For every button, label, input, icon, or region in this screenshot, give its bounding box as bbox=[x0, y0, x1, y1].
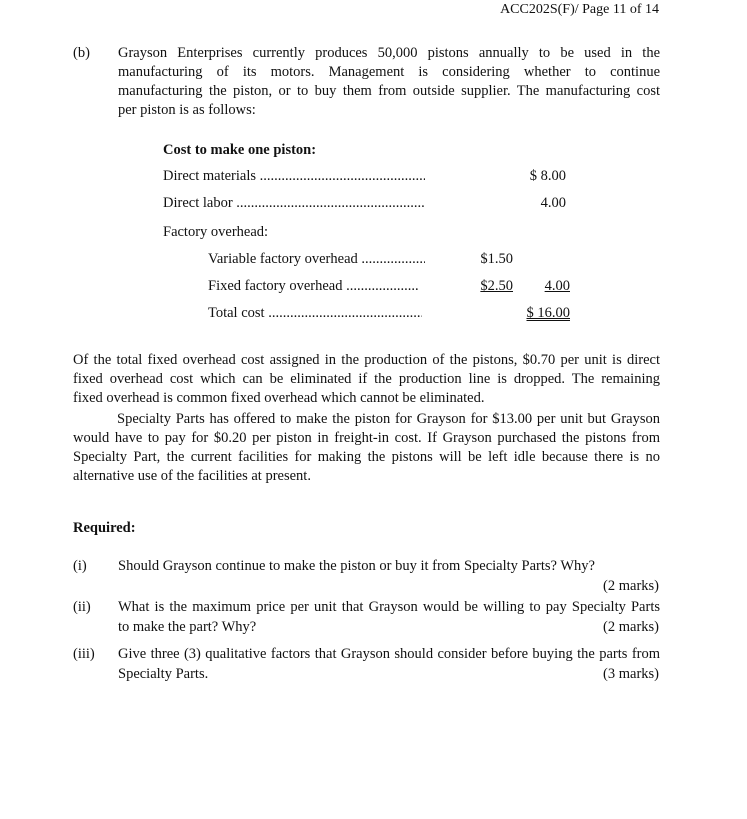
variable-overhead-label: Variable factory overhead ..... bbox=[208, 250, 425, 269]
text-line: Specialty Part, the current facilities for making the pistons will be left idle because there is no bbox=[73, 449, 660, 465]
text-line: fixed overhead is common fixed overhead which cannot be eliminated. bbox=[73, 390, 485, 406]
intro-paragraph bbox=[118, 44, 660, 120]
text-line: Grayson Enterprises currently produces 50,000 pistons annually to be used in the bbox=[118, 45, 660, 61]
overhead-subtotal-value: 4.00 bbox=[544, 278, 570, 294]
required-item-marks: (2 marks) bbox=[603, 619, 659, 635]
factory-overhead-label: Factory overhead: bbox=[163, 224, 269, 240]
question-label: (b) bbox=[73, 45, 90, 61]
text-line: Specialty Parts has offered to make the piston for Grayson for $13.00 per unit but Grayson bbox=[117, 411, 660, 427]
required-item-marks: (2 marks) bbox=[603, 578, 659, 594]
required-item-text: Should Grayson continue to make the piston or buy it from Specialty Parts? Why? bbox=[118, 558, 595, 574]
total-cost-label: Total cost ..... bbox=[208, 304, 422, 323]
page-header: ACC202S(F)/ Page 11 of 14 bbox=[500, 2, 659, 17]
text-line: per piston is as follows: bbox=[118, 102, 256, 118]
required-item-number: (ii) bbox=[73, 599, 91, 615]
text-line: would have to pay for $0.20 per piston in freight-in cost. If Grayson purchased the pistons from bbox=[73, 430, 660, 446]
variable-overhead-value: $1.50 bbox=[480, 251, 513, 267]
total-cost-value: $ 16.00 bbox=[526, 305, 570, 321]
fixed-overhead-value: $2.50 bbox=[480, 278, 513, 294]
text-line: Of the total fixed overhead cost assigned in the production of the pistons, $0.70 per unit is direct bbox=[73, 352, 660, 368]
text-line: manufacturing of its motors. Management is considering whether to continue bbox=[118, 64, 660, 80]
required-item-text: What is the maximum price per unit that Grayson would be willing to pay Specialty Parts bbox=[118, 599, 660, 615]
required-item-number: (iii) bbox=[73, 646, 95, 662]
required-item-number: (i) bbox=[73, 558, 87, 574]
direct-labor-value: 4.00 bbox=[540, 195, 566, 211]
required-item-text-cont: Specialty Parts. bbox=[118, 666, 209, 682]
required-heading: Required: bbox=[73, 520, 136, 536]
text-line: fixed overhead cost which can be eliminated if the production line is dropped. The remaining bbox=[73, 371, 660, 387]
direct-materials-label: Direct materials ..... bbox=[163, 167, 425, 186]
offer-paragraph bbox=[73, 410, 660, 486]
direct-labor-label: Direct labor ..... bbox=[163, 194, 425, 213]
direct-materials-value: $ 8.00 bbox=[529, 168, 566, 184]
overhead-paragraph bbox=[73, 351, 660, 408]
fixed-overhead-label: Fixed factory overhead ..... bbox=[208, 277, 418, 296]
text-line: alternative use of the facilities at present. bbox=[73, 468, 311, 484]
cost-table-title: Cost to make one piston: bbox=[163, 142, 317, 158]
required-item-marks: (3 marks) bbox=[603, 666, 659, 682]
required-item-text: Give three (3) qualitative factors that Grayson should consider before buying the parts from bbox=[118, 646, 660, 662]
required-item-text-cont: to make the part? Why? bbox=[118, 619, 257, 635]
text-line: manufacturing the piston, or to buy them from outside supplier. The manufacturing cost bbox=[118, 83, 660, 99]
